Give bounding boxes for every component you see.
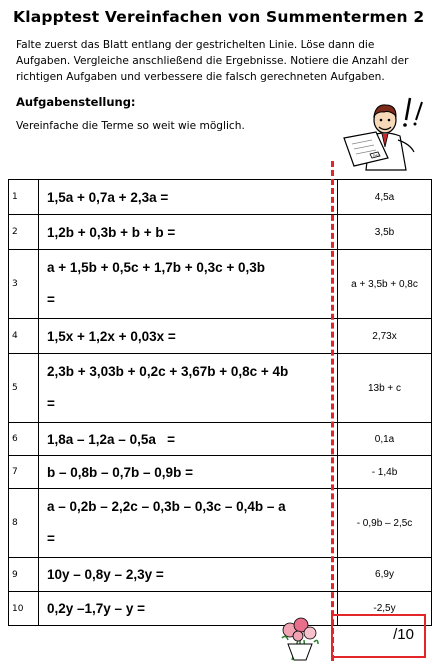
task-answer: a + 3,5b + 0,8c [338, 250, 432, 319]
table-row [9, 456, 432, 489]
table-row [9, 354, 432, 423]
task-term-cell [39, 354, 338, 423]
table-row [9, 180, 432, 215]
task-number: 3 [9, 250, 39, 319]
task-answer: 6,9y [338, 558, 432, 592]
task-answer: 2,73x [338, 319, 432, 354]
task-term-cell [39, 489, 338, 558]
task-term: a – 0,2b – 2,2c – 0,3b – 0,3c – 0,4b – a [47, 499, 286, 514]
task-term: 1,8a – 1,2a – 0,5a = [39, 423, 338, 456]
task-answer: 0,1a [338, 423, 432, 456]
task-heading: Aufgabenstellung: [16, 95, 136, 109]
flower-bouquet-icon [274, 614, 324, 662]
task-number: 10 [9, 592, 39, 626]
task-term: 1,5a + 0,7a + 2,3a = [39, 180, 338, 215]
task-number: 8 [9, 489, 39, 558]
task-term: 2,3b + 3,03b + 0,2c + 3,67b + 0,8c + 4b [47, 364, 289, 379]
task-term-cell [39, 250, 338, 319]
task-number: 9 [9, 558, 39, 592]
task-term-equals: = [47, 396, 55, 411]
fold-line [331, 161, 334, 661]
task-number: 4 [9, 319, 39, 354]
table-row [9, 558, 432, 592]
task-answer: 3,5b [338, 215, 432, 250]
page-title: Klapptest Vereinfachen von Summentermen 2 [13, 8, 425, 26]
task-number: 6 [9, 423, 39, 456]
task-number: 1 [9, 180, 39, 215]
table-row [9, 423, 432, 456]
svg-text:DAS: DAS [373, 153, 380, 158]
task-answer: 13b + c [338, 354, 432, 423]
table-row [9, 489, 432, 558]
task-term-equals: = [47, 292, 55, 307]
task-number: 2 [9, 215, 39, 250]
task-number: 5 [9, 354, 39, 423]
score-text: /10 [393, 626, 414, 643]
table-row [9, 250, 432, 319]
table-row [9, 215, 432, 250]
table-row [9, 319, 432, 354]
intro-text: Falte zuerst das Blatt entlang der gestrichelten Linie. Löse dann die Aufgaben. Vergleiche anschließend die Ergebnisse. Notiere die Anzahl der richtigen Aufgaben und verbessere die falsch gerechneten Aufgaben. [16, 39, 409, 83]
task-answer: - 0,9b – 2,5c [338, 489, 432, 558]
task-term-equals: = [47, 531, 55, 546]
task-term: 1,5x + 1,2x + 0,03x = [39, 319, 338, 354]
task-term: a + 1,5b + 0,5c + 1,7b + 0,3c + 0,3b [47, 260, 266, 275]
task-number: 7 [9, 456, 39, 489]
task-answer: - 1,4b [338, 456, 432, 489]
cartoon-teacher-with-paper-icon [330, 92, 430, 172]
task-term: b – 0,8b – 0,7b – 0,9b = [39, 456, 338, 489]
task-table [8, 179, 432, 626]
task-term: 0,2y –1,7y – y = [39, 592, 338, 626]
score-box [331, 614, 426, 658]
task-answer: 4,5a [338, 180, 432, 215]
task-term: 10y – 0,8y – 2,3y = [39, 558, 338, 592]
task-answer: -2,5y [338, 592, 432, 626]
task-term: 1,2b + 0,3b + b + b = [39, 215, 338, 250]
instruction-text: Vereinfache die Terme so weit wie möglich. [16, 120, 245, 132]
